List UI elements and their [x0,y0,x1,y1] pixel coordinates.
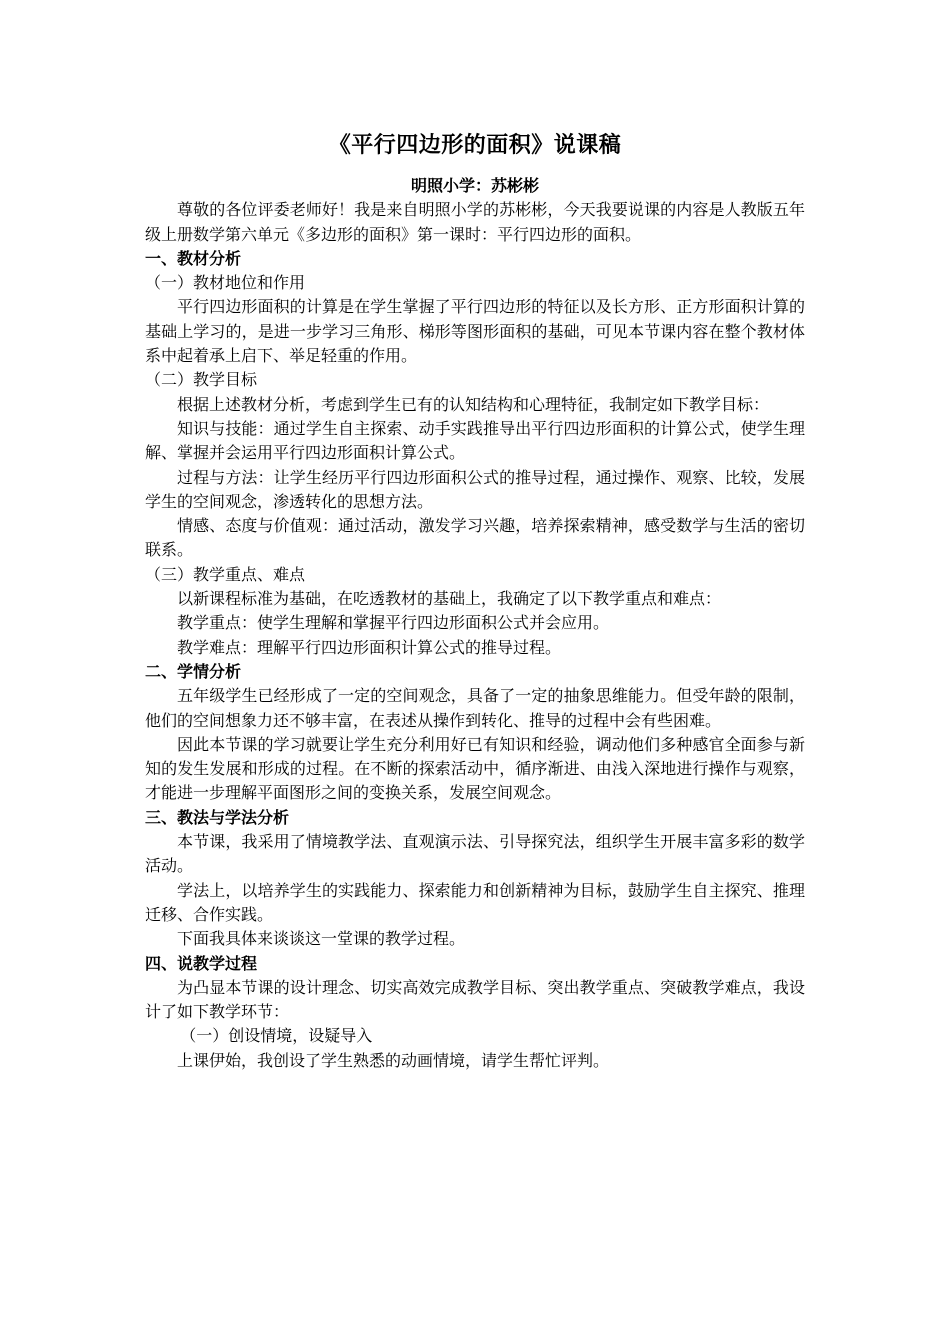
paragraph: 情感、态度与价值观：通过活动，激发学习兴趣，培养探索精神，感受数学与生活的密切联系。 [145,516,805,560]
paragraph: 本节课，我采用了情境教学法、直观演示法、引导探究法，组织学生开展丰富多彩的数学活动。 [145,832,805,876]
section-heading-teaching-methods: 三、教法与学法分析 [145,807,290,827]
intro-paragraph: 尊敬的各位评委老师好！我是来自明照小学的苏彬彬，今天我要说课的内容是人教版五年级上册数学第六单元《多边形的面积》第一课时：平行四边形的面积。 [145,200,805,244]
section-heading-teaching-process: 四、说教学过程 [145,953,258,973]
subheading-create-situation: （一）创设情境，设疑导入 [180,1026,373,1046]
paragraph: 平行四边形面积的计算是在学生掌握了平行四边形的特征以及长方形、正方形面积计算的基础上学习的，是进一步学习三角形、梯形等图形面积的基础，可见本节课内容在整个教材体系中起着承上启下、举足轻重的作用。 [145,297,805,366]
paragraph: 知识与技能：通过学生自主探索、动手实践推导出平行四边形面积的计算公式，使学生理解、掌握并会运用平行四边形面积计算公式。 [145,418,805,463]
paragraph: 为凸显本节课的设计理念、切实高效完成教学目标、突出教学重点、突破教学难点，我设计了如下教学环节： [145,977,805,1022]
section-heading-student-analysis: 二、学情分析 [145,661,242,681]
author-line: 明照小学：苏彬彬 [410,176,539,195]
paragraph: 教学难点：理解平行四边形面积计算公式的推导过程。 [177,637,562,657]
paragraph: 以新课程标准为基础，在吃透教材的基础上，我确定了以下教学重点和难点： [177,589,722,609]
paragraph: 教学重点：使学生理解和掌握平行四边形面积公式并会应用。 [177,613,610,633]
subheading-teaching-objectives: （二）教学目标 [145,370,258,390]
paragraph: 根据上述教材分析，考虑到学生已有的认知结构和心理特征，我制定如下教学目标： [177,394,770,414]
document-title: 《平行四边形的面积》说课稿 [328,132,622,158]
paragraph: 过程与方法：让学生经历平行四边形面积公式的推导过程，通过操作、观察、比较，发展学生的空间观念，渗透转化的思想方法。 [145,467,805,511]
document-page [145,130,805,1073]
subheading-key-and-difficult-points: （三）教学重点、难点 [145,564,306,584]
paragraph: 下面我具体来谈谈这一堂课的教学过程。 [177,929,466,949]
section-heading-textbook-analysis: 一、教材分析 [145,248,242,268]
paragraph: 上课伊始，我创设了学生熟悉的动画情境，请学生帮忙评判。 [177,1050,610,1070]
paragraph: 因此本节课的学习就要让学生充分利用好已有知识和经验，调动他们多种感官全面参与新知的发生发展和形成的过程。在不断的探索活动中，循序渐进、由浅入深地进行操作与观察，才能进一步理解平面图形之间的变换关系，发展空间观念。 [145,734,805,803]
subheading-position-and-role: （一）教材地位和作用 [145,273,306,293]
paragraph: 五年级学生已经形成了一定的空间观念，具备了一定的抽象思维能力。但受年龄的限制，他们的空间想象力还不够丰富，在表述从操作到转化、推导的过程中会有些困难。 [145,686,805,730]
paragraph: 学法上，以培养学生的实践能力、探索能力和创新精神为目标，鼓励学生自主探究、推理迁移、合作实践。 [145,880,805,924]
